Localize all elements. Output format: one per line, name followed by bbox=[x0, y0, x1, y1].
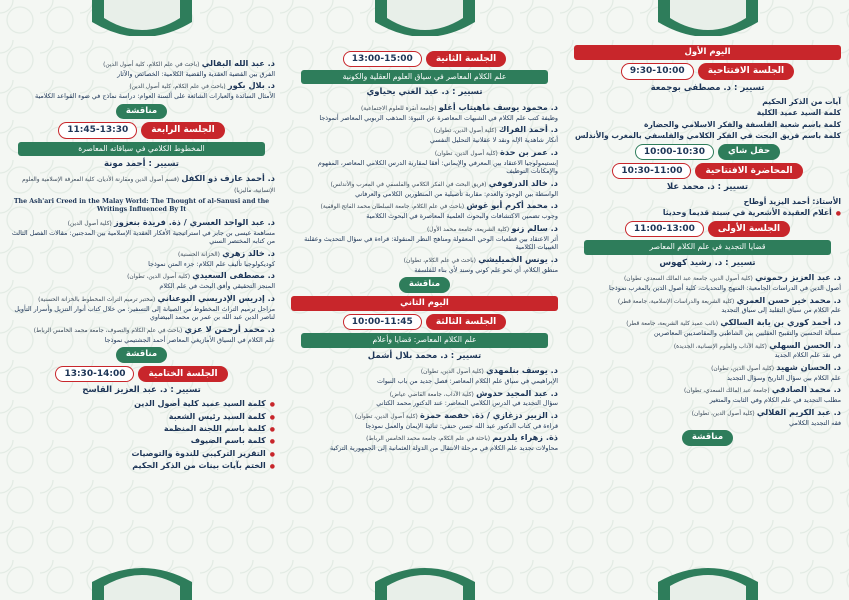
speaker-name: د. عبد الله البقالي bbox=[201, 58, 275, 68]
speaker-name: د. عبد العزيز رحموني bbox=[755, 272, 841, 283]
speaker-affiliation: (كلية أصول الدين، تطوان) bbox=[691, 410, 755, 417]
speaker-entry bbox=[291, 254, 558, 274]
discussion-label: مناقشة bbox=[116, 347, 167, 362]
speaker-affiliation: (باحث في علم الكلام، كلية أصول الدين) bbox=[103, 62, 200, 68]
english-paper-title: The Ash'ari Creed in the Malay World: The Thought of al-Sanusi and the Writings Influenced By It bbox=[13, 197, 270, 214]
speaker-affiliation: (كلية أصول الدين، تطوان) bbox=[354, 414, 418, 421]
speaker-affiliation: (باحثة في علم الكلام، جامعة محمد الخامس الرباط) bbox=[366, 436, 491, 443]
speaker-entry bbox=[574, 272, 841, 292]
speaker-topic: منطق الكلام، أي نحو علم كوني وسند لأي بناء للفلسفة bbox=[414, 265, 558, 274]
speaker-name: د. الزبير دزغازي / ذة. حفصة حمزة bbox=[420, 410, 558, 421]
session-four-chair: تسيير : أحمد مونة bbox=[104, 158, 179, 169]
speaker-name: د. سالم زنو bbox=[511, 222, 558, 233]
speaker-topic: فقه التجديد الكلامي bbox=[789, 418, 841, 427]
speaker-affiliation: (باحث في علم الكلام والتصوف، جامعة محمد الخامس الرباط) bbox=[33, 327, 183, 334]
speaker-topic: علم الكلام في السياق الأمازيغي المعاصر أحمد الجشتيمي نموذجا bbox=[104, 335, 275, 344]
column-middle bbox=[283, 0, 566, 600]
speaker-name: د. محمد خير حسن العمري bbox=[736, 294, 841, 305]
closing-item: ● كلمة باسم الضيوف bbox=[8, 436, 275, 447]
closing-item: ● الختم بآيات بينات من الذكر الحكيم bbox=[8, 461, 275, 472]
closing-item: ● كلمة السيد عميد كلية أصول الدين bbox=[8, 399, 275, 410]
speaker-affiliation: (كلية الشريعة، جامعة محمد الأول) bbox=[427, 226, 510, 233]
closing-item: ● كلمة السيد رئيس الشعبة bbox=[8, 412, 275, 423]
speaker-topic: في نقد علم الكلام الجديد bbox=[774, 351, 841, 360]
column-day-one bbox=[566, 0, 849, 600]
session-one-chair: تسيير : د. رشيد كهوس bbox=[659, 257, 756, 268]
day-one-content bbox=[574, 42, 841, 449]
speaker-topic: أثر الاعتقاد بين قطعيات الوحي المعقولة ومناهج النظر المنقولة: قراءة في سؤال التحديث وعقلنة الغيبيات الكلامية bbox=[304, 234, 558, 252]
speaker-topic: الإبراهيمي في سياق علم الكلام المعاصر: فصل جديد من باب النبوات bbox=[376, 376, 558, 385]
speaker-entry bbox=[291, 410, 558, 430]
speaker-topic: وجوب تضمين الاكتشافات والبحوث العلمية المعاصرة في البحوث الكلامية bbox=[366, 212, 558, 221]
speaker-topic: مراحل ترميم التراث المخطوط من الصيانة إلى التسفير: من خلال كتاب أنوار التنزيل وأسرار التأويل لناصر الدين عبد الله بن عمر بن محمد البيضاوي bbox=[14, 304, 275, 322]
session-four-time: 11:45-13:30 bbox=[58, 122, 137, 138]
speaker-name: د. عبد المجيد حدوش bbox=[476, 387, 558, 398]
session-one-theme: قضايا التجديد في علم الكلام المعاصر bbox=[584, 240, 831, 254]
lecture-topic: ● أعلام العقيدة الأشعرية في سبتة قديما وحديثا bbox=[574, 208, 841, 218]
session-four-theme: المخطوط الكلامي في سياقاته المعاصرة bbox=[18, 142, 265, 156]
speaker-entry bbox=[291, 124, 558, 144]
session-four-label: الجلسة الرابعة bbox=[141, 122, 224, 138]
arch-ornament-bottom bbox=[365, 562, 485, 600]
closing-session-label: الجلسة الختامية bbox=[138, 366, 227, 382]
discussion-row bbox=[574, 430, 841, 445]
speaker-name: د. الحسان شهيد bbox=[776, 362, 841, 372]
closing-item: ● التقرير التركيبي للندوة والتوصيات bbox=[8, 449, 275, 460]
speaker-topic: علم الكلام من سياق التقليد إلى سياق التجديد bbox=[721, 306, 841, 315]
speaker-topic: الواسطة بين الوجود والعدم: مقاربة تأصيلية من المنظورين الكلامي والعرفاني bbox=[355, 189, 558, 198]
speaker-affiliation: (قسم أصول الدين ومقارنة الأديان، كلية المعرفة الإسلامية والعلوم الإنسانية، ماليزيا) bbox=[22, 177, 275, 195]
closing-session-time: 13:30-14:00 bbox=[55, 366, 134, 382]
speaker-topic: مطلب التجديد في علم الكلام وفي الثابت والمتغير bbox=[709, 396, 841, 405]
arch-ornament-top bbox=[82, 0, 202, 36]
speaker-entry bbox=[291, 200, 558, 220]
day-one-banner: اليوم الأول bbox=[574, 45, 841, 60]
speaker-entry bbox=[291, 388, 558, 408]
day-two-banner: اليوم الثاني bbox=[291, 296, 558, 311]
session-two-theme: علم الكلام المعاصر في سياق العلوم العقلية والكونية bbox=[301, 70, 548, 84]
opening-session-header bbox=[574, 63, 841, 79]
left-content bbox=[8, 56, 275, 473]
session-two-header bbox=[291, 51, 558, 67]
speaker-affiliation: (فريق البحث في الفكر الكلامي والفلسفي في المغرب والأندلس) bbox=[330, 181, 487, 188]
speaker-name: د. بلال بكور bbox=[227, 80, 275, 91]
speaker-topic: الأمثال السائدة والعبارات الشائعة على ألسنة العوام: دراسة نماذج في ضوء القواعد الكلامية bbox=[35, 92, 275, 101]
opening-session-time: 9:30-10:00 bbox=[621, 63, 694, 79]
session-three-time: 10:00-11:45 bbox=[343, 314, 422, 330]
discussion-label: مناقشة bbox=[116, 104, 167, 119]
speaker-entry bbox=[8, 58, 275, 78]
speaker-entry bbox=[574, 362, 841, 382]
speaker-affiliation: (باحث في علم الكلام، تطوان) bbox=[403, 257, 476, 264]
middle-content bbox=[291, 48, 558, 455]
speaker-name: د. محمود يوسف ماهيتاب أغلو bbox=[438, 101, 558, 112]
lecture-label: المحاضرة الافتتاحية bbox=[695, 163, 802, 179]
speaker-affiliation: (باحث في علم الكلام، جامعة السلطان محمد الفاتح الوقفية) bbox=[320, 204, 465, 211]
discussion-row bbox=[291, 277, 558, 292]
speaker-name: د. محمد أرحمن لا عزي bbox=[184, 323, 275, 334]
opening-item: كلمة باسم شعبة الفلسفة والفكر الاسلامي والحضارة bbox=[644, 119, 841, 129]
speaker-affiliation: (جامعة أنقرة للعلوم الاجتماعية) bbox=[361, 105, 437, 112]
lecture-chair: تسيير : د. محمد علا bbox=[666, 182, 749, 193]
speaker-entry bbox=[291, 147, 558, 176]
speaker-entry bbox=[574, 295, 841, 315]
lecture-speaker: الأستاذ: أحمد اليزيد أوطاح bbox=[743, 196, 841, 206]
speaker-entry bbox=[574, 340, 841, 360]
speaker-affiliation: (كلية الآداب، جامعة القاضي عياض) bbox=[389, 391, 474, 398]
speaker-topic: أنكار شاهدية الإله ونقد لا عقلانية التحليل النفسي bbox=[429, 136, 558, 145]
speaker-entry bbox=[574, 384, 841, 404]
session-three-chair: تسيير : د. محمد بلال أشمل bbox=[367, 350, 482, 361]
speaker-topic: الفرق بين القضية العقدية والقضية الكلامية: الخصائص والآثار bbox=[117, 69, 275, 78]
discussion-label: مناقشة bbox=[682, 430, 733, 445]
speaker-entry bbox=[8, 173, 275, 196]
arch-ornament-top bbox=[365, 0, 485, 36]
speaker-topic: كوديكولوجيا تأليف علم الكلام: جزء المتن نموذجا bbox=[148, 259, 275, 268]
speaker-affiliation: (جامعة عبد المالك السعدي، تطوان) bbox=[683, 388, 770, 395]
closing-session-header bbox=[8, 366, 275, 382]
speaker-affiliation: (كلية أصول الدين، تطوان) bbox=[127, 274, 190, 281]
speaker-affiliation: (كلية الشريعة والدراسات الإسلامية، جامعة قطر) bbox=[617, 298, 735, 305]
speaker-entry bbox=[8, 324, 275, 344]
session-four-header bbox=[8, 122, 275, 138]
speaker-entry bbox=[8, 217, 275, 246]
speaker-affiliation: (نائب عميد كلية الشريعة، جامعة قطر) bbox=[626, 321, 719, 328]
arch-ornament-bottom bbox=[648, 562, 768, 600]
session-two-chair: تسيير : د. عبد الغني يحياوي bbox=[366, 87, 483, 98]
speaker-entry bbox=[291, 223, 558, 252]
speaker-topic: سؤال التجديد في الدرس الكلامي المعاصر: عند الدكتور محمد الكتاني bbox=[376, 399, 558, 408]
speaker-name: د. الحسن السهلي bbox=[769, 339, 841, 350]
speaker-affiliation: (كلية أصول الدين، تطوان) bbox=[711, 366, 774, 372]
discussion-row bbox=[8, 104, 275, 119]
speaker-name: د. محمد أكرم أبو غوش bbox=[466, 200, 558, 211]
speaker-topic: وظيفة كتب علم الكلام في الشبهات المعاصرة عن النبوة: المذهب الربوبي المعاصر أنموذجا bbox=[319, 113, 558, 122]
lecture-header bbox=[574, 163, 841, 179]
speaker-entry bbox=[574, 317, 841, 337]
speaker-name: د. يوسف بنلمهدي bbox=[486, 365, 558, 376]
speaker-affiliation: (كلية أصول الدين، تطوان) bbox=[433, 128, 497, 135]
speaker-topic: علم الكلام بين سؤال التاريخ وسؤال التجديد bbox=[726, 373, 841, 382]
arch-ornament-top bbox=[648, 0, 768, 36]
speaker-name: د. يونس الخميليشي bbox=[478, 253, 558, 264]
speaker-affiliation: (باحث في علم الكلام، كلية أصول الدين) bbox=[129, 84, 226, 91]
tea-header bbox=[574, 144, 841, 160]
session-three-header bbox=[291, 314, 558, 330]
tea-label: حفل شاي bbox=[718, 144, 780, 159]
speaker-entry bbox=[291, 178, 558, 198]
speaker-topic: أصول الدين في الدراسات الجامعية: المنهج والتحديات، كلية أصول الدين بالمغرب نموذجا bbox=[609, 284, 841, 292]
session-two-time: 13:00-15:00 bbox=[343, 51, 422, 67]
speaker-affiliation: (كلية أصول الدين، تطوان) bbox=[434, 150, 498, 157]
speaker-entry bbox=[8, 248, 275, 268]
speaker-topic: مسألة التحسين والتقبيح العقليين بين الشاطبي والمقاصديين المعاصرين bbox=[653, 328, 841, 337]
speaker-name: د. أحمد كوري بن يابة السالكي bbox=[720, 317, 841, 328]
speaker-affiliation: (كلية الآداب والعلوم الإنسانية، الجديدة) bbox=[673, 343, 767, 350]
opening-chair: تسيير : د. مصطفى بوجمعة bbox=[650, 82, 765, 93]
speaker-entry bbox=[574, 407, 841, 427]
closing-item: ● كلمة باسم اللجنة المنظمة bbox=[8, 424, 275, 435]
speaker-name: د. عمر بن حدة bbox=[500, 146, 558, 157]
speaker-topic: إبستيمولوجيا الاعتقاد بين المعرفي والإيماني: أفقا لمقاربة الدرس الكلامي المعاصر، المفهوم والإمكانات التوظيف bbox=[317, 158, 558, 176]
speaker-affiliation: (مختبر ترميم التراث المخطوط بالخزانة الحسنية) bbox=[38, 296, 156, 303]
session-three-label: الجلسة الثالثة bbox=[426, 314, 506, 330]
session-one-header bbox=[574, 221, 841, 237]
speaker-name: د. أحمد عارف ذو الكفل bbox=[181, 173, 275, 184]
opening-item: كلمة باسم فريق البحث في الفكر الكلامي والفلسفي بالمغرب والأندلس bbox=[574, 130, 841, 140]
speaker-name: د. إدريس الإدريسي البوعناني bbox=[157, 292, 275, 303]
speaker-affiliation: (كلية أصول الدين، تطوان) bbox=[420, 369, 484, 376]
speaker-name: د. أحمد الفراك bbox=[498, 124, 558, 135]
speaker-affiliation: (كلية أصول الدين) bbox=[67, 220, 112, 227]
opening-item: آيات من الذكر الحكيم bbox=[762, 97, 841, 107]
closing-chair: تسيير : د. عبد العزيز القاسح bbox=[82, 385, 201, 396]
tea-time: 10:00-10:30 bbox=[635, 144, 714, 160]
lecture-time: 10:30-11:00 bbox=[612, 163, 691, 179]
speaker-entry bbox=[8, 293, 275, 322]
speaker-affiliation: (الخزانة الحسنية) bbox=[178, 251, 220, 258]
session-one-time: 11:00-13:00 bbox=[625, 221, 704, 237]
speaker-affiliation: (كلية أصول الدين، جامعة عبد المالك السعدي، تطوان) bbox=[624, 276, 753, 283]
speaker-name: د. مصطفى السعيدي bbox=[192, 270, 275, 281]
speaker-entry bbox=[291, 102, 558, 122]
discussion-label: مناقشة bbox=[399, 277, 450, 292]
column-left bbox=[0, 0, 283, 600]
speaker-name: د. عبد الكريم القلالي bbox=[756, 406, 841, 417]
speaker-name: د. محمد الصادقي bbox=[771, 384, 841, 395]
speaker-topic: المنجز التحقيقي وأفق البحث في علم الكلام bbox=[159, 282, 275, 291]
speaker-entry bbox=[291, 365, 558, 385]
opening-session-label: الجلسة الافتتاحية bbox=[698, 63, 794, 79]
session-three-theme: علم الكلام المعاصر: قضايا وأعلام bbox=[301, 333, 548, 347]
session-one-label: الجلسة الأولى bbox=[708, 221, 790, 237]
speaker-entry bbox=[291, 432, 558, 452]
discussion-row bbox=[8, 347, 275, 362]
speaker-name: ذة. زهراء يلدريم bbox=[492, 432, 558, 443]
session-two-label: الجلسة الثانية bbox=[426, 51, 506, 67]
speaker-entry bbox=[8, 80, 275, 100]
speaker-topic: مساهمة عيسى بن جابر في استراتيجية الأفكار العقدية الإسلامية بين المدجنين: مقالات الفصل الثالث من كتابه المختصر السني bbox=[11, 228, 275, 246]
speaker-topic: محاولات تجديد علم الكلام في مرحلة الانتقال من الدولة العثمانية إلى الجمهورية التركية bbox=[329, 444, 558, 453]
speaker-name: د. خالد الدرفوفي bbox=[488, 177, 558, 188]
opening-item: كلمة السيد عميد الكلية bbox=[756, 108, 841, 118]
speaker-entry bbox=[8, 270, 275, 290]
arch-ornament-bottom bbox=[82, 562, 202, 600]
speaker-name: د. خالد زهري bbox=[222, 247, 275, 258]
speaker-topic: قراءة في كتاب الدكتور عبد الله حسن حنفي: ثنائية الإيمان والعمل نموذجا bbox=[365, 421, 558, 430]
speaker-name: د. عبد الواحد العسري / ذة. فريدة بنعزوز bbox=[114, 216, 275, 227]
